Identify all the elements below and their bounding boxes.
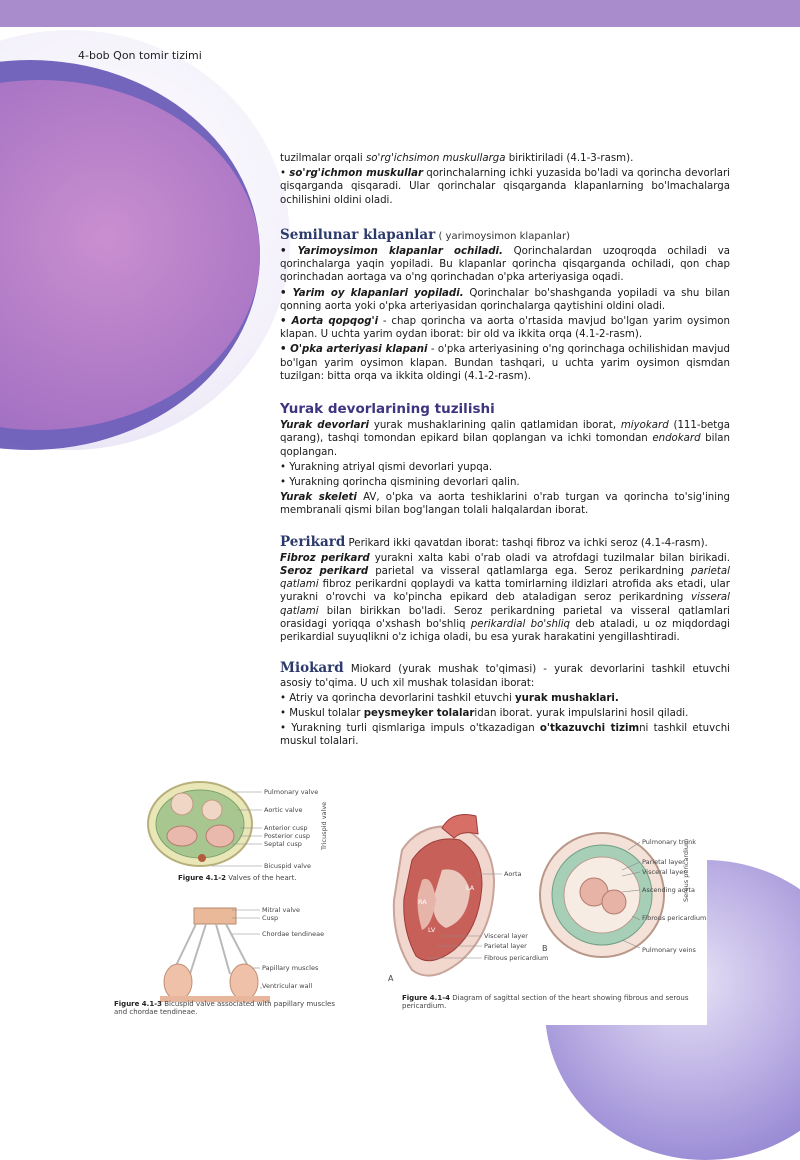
myocard-bullet-3: • Yurakning turli qismlariga impuls o'tkazadigan o'tkazuvchi tizimni tashkil etuvchi muskul tolalari.: [280, 723, 730, 748]
fig4-label: Fibrous pericardium: [484, 954, 549, 962]
fig3-label: Papillary muscles: [262, 964, 319, 972]
fig4-label: Visceral layer: [642, 868, 686, 876]
fig4-panel-a-label: A: [388, 974, 394, 983]
fig4-label: Parietal layer: [484, 942, 527, 950]
myocard-heading: Miokard Miokard (yurak mushak to'qimasi) - yurak devorlarini tashkil etuvchi asosiy to'qima. U uch xil mushak tolasidan iborat:: [280, 660, 730, 689]
walls-bullet-1: • Yurakning atriyal qismi devorlari yupqa.: [280, 461, 493, 473]
pericard-paragraph: Fibroz perikard yurakni xalta kabi o'rab oladi va atrofdagi tuzilmalar bilan birikadi. Seroz perikard parietal va visseral qatlamlarga ega. Seroz perikardning parietal qatlami fibroz perikardni qoplaydi va katta tomirlarning ildizlari atrofida aks etadi, ular yurakni o'rovchi va ko'pincha epikard deb ataladigan seroz perikardning visseral qatlami bilan birikkan bo'ladi. Seroz perikardning parietal va visseral qatlamlari orasidagi yoriqqa o'xshash bo'shliq perikardial bo'shliq deb ataladi, u oz miqdordagi perikardial suyuqlikni o'z ichiga oladi, bu esa yurak harakatini yengillashtiradi.: [280, 552, 731, 644]
walls-paragraph-2: Yurak skeleti AV, o'pka va aorta teshiklarini o'rab turgan va qorincha to'sig'ining membranali qismi bilan bog'langan tolali halqalardan iborat.: [280, 492, 730, 517]
fig2-label: Posterior cusp: [264, 832, 310, 840]
top-color-bar: [0, 0, 800, 27]
figure-pericardium-panel: [382, 810, 707, 1025]
fig4-label: Parietal layer: [642, 858, 685, 866]
running-header: 4-bob Qon tomir tizimi: [78, 49, 202, 62]
main-text: [280, 152, 730, 751]
fig4-label: Pulmonary trunk: [642, 838, 696, 846]
myocard-bullet-2: • Muskul tolalar peysmeyker tolalaridan iborat. yurak impulslarini hosil qiladi.: [280, 707, 689, 719]
fig2-caption: Figure 4.1-2 Valves of the heart.: [178, 874, 297, 882]
fig4-label: Ascending aorta: [642, 886, 695, 894]
fig2-label: Bicuspid valve: [264, 862, 311, 870]
fig4-label: Visceral layer: [484, 932, 528, 940]
fig2-label: Pulmonary valve: [264, 788, 319, 796]
fig3-label: Ventricular wall: [262, 982, 313, 990]
fig4-label: LV: [428, 926, 436, 934]
semilunar-heading: Semilunar klapanlar ( yarimoysimon klapanlar): [280, 226, 571, 243]
fig3-caption: Figure 4.1-3 Bicuspid valve associated with papillary muscles and chordae tendineae.: [114, 1000, 335, 1016]
fig2-label: Aortic valve: [264, 806, 303, 814]
semilunar-item: • Aorta qopqog'i - chap qorincha va aorta o'rtasida mavjud bo'lgan yarim oysimon klapan. U uchta yarim oydan iborat: bir old va ikkita orqa (4.1-2-rasm).: [280, 316, 730, 341]
fig2-label: Septal cusp: [264, 840, 302, 848]
semilunar-item: • Yarimoysimon klapanlar ochiladi. Qorinchalardan uzoqroqda ochiladi va qorinchalarga yaqin yopiladi. Bu klapanlar qorincha qisqarganda ochiladi, qon chap qorinchadan aortaga va o'ng qorinchadan o'pka arteriyasiga oqadi.: [280, 246, 730, 284]
pericard-heading: Perikard Perikard ikki qavatdan iborat: tashqi fibroz va ichki seroz (4.1-4-rasm).: [280, 533, 708, 550]
semilunar-item: • Yarim oy klapanlari yopiladi. Qorinchalar bo'shashganda yopiladi va shu bilan qonning aorta yoki o'pka arteriyasidan qorinchalarga qaytishini oldini oladi.: [280, 287, 730, 312]
fig4-panel-b-label: B: [542, 944, 548, 953]
fig4-label: RA: [418, 898, 427, 906]
fig4-caption: Figure 4.1-4 Diagram of sagittal section of the heart showing fibrous and serous pericardium.: [402, 994, 689, 1010]
fig4-label: LA: [466, 884, 475, 892]
fig3-label: Cusp: [262, 914, 279, 922]
myocard-bullet-1: • Atriy va qorincha devorlarini tashkil etuvchi yurak mushaklari.: [280, 692, 619, 704]
intro-paragraph-1: tuzilmalar orqali so'rg'ichsimon muskullarga biriktiriladi (4.1-3-rasm).: [280, 153, 634, 164]
walls-heading: Yurak devorlarining tuzilishi: [280, 401, 495, 418]
fig3-label: Mitral valve: [262, 906, 300, 914]
semilunar-item: • O'pka arteriyasi klapani - o'pka arteriyasining o'ng qorinchaga ochilishidan mavjud bo'lgan yarim oysimon klapan. Bundan tashqari, u uchta yarim oysimon qismdan tuzilgan: bitta orqa va ikkita oldingi (4.1-2-rasm).: [280, 344, 730, 382]
fig2-label: Tricuspid valve: [320, 801, 328, 850]
figure-valves-panel: [112, 774, 342, 1019]
walls-paragraph-1: Yurak devorlari yurak mushaklarining qalin qatlamidan iborat, miyokard (111-betga qarang), tashqi tomondan epikard bilan qoplangan va ichki tomondan endokard bilan qoplangan.: [280, 420, 731, 458]
intro-paragraph-2: • so'rg'ichmon muskullar qorinchalarning ichki yuzasida bo'ladi va qorincha devorlari qisqarganda qisqaradi. Ular qorinchalar qisqarganda klapanlarning bo'lmachalarga ochilishini oldini oladi.: [280, 168, 731, 206]
fig3-label: Chordae tendineae: [262, 930, 325, 938]
walls-bullet-2: • Yurakning qorincha qismining devorlari qalin.: [280, 477, 520, 489]
fig4-label: Aorta: [504, 870, 522, 878]
fig4-label: Fibrous pericardium: [642, 914, 707, 922]
fig2-label: Anterior cusp: [264, 824, 308, 832]
fig4-label: Serous pericardium: [682, 838, 690, 902]
fig4-label: Pulmonary veins: [642, 946, 696, 954]
